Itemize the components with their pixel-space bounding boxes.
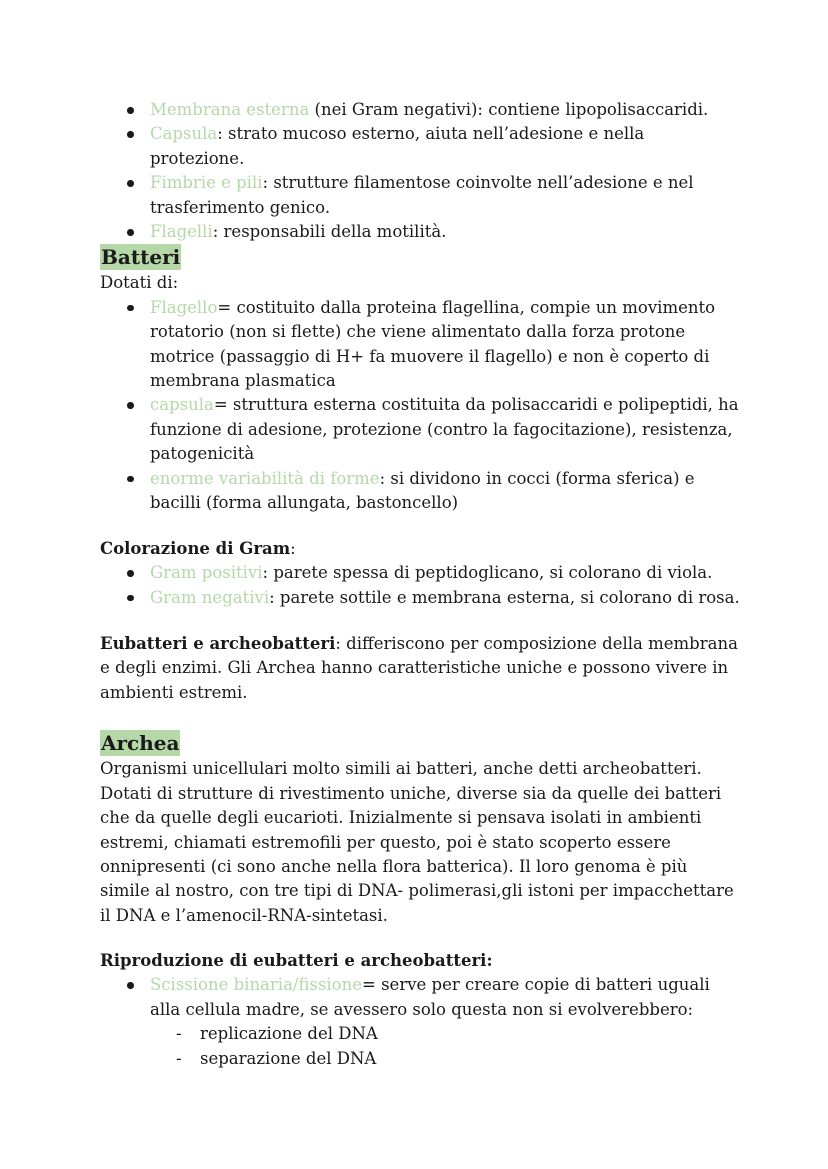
definition: : parete spessa di peptidoglicano, si colorano di viola. [262, 563, 713, 583]
definition: : si dividono in cocci (forma sferica) e bacilli (forma allungata, bastoncello) [150, 468, 695, 513]
list-item [100, 296, 740, 394]
archea-section [100, 730, 740, 928]
term: capsula [150, 395, 214, 415]
list-item [100, 98, 740, 122]
sub-list-item: - replicazione del DNA [200, 1022, 740, 1046]
list-item [100, 393, 740, 466]
term: Fimbrie e pili [150, 173, 263, 193]
section-heading-batteri: Batteri [101, 245, 181, 269]
term: Capsula [150, 124, 218, 144]
definition: = serve per creare copie di batteri uguali alla cellula madre, se avessero solo questa non si evolverebbero: [150, 975, 710, 1019]
definition: : responsabili della motilità. [212, 222, 447, 242]
term: Flagello [150, 297, 218, 317]
term: enorme variabilità di forme [150, 468, 380, 488]
definition: = struttura esterna costituita da polisaccaridi e polipeptidi, ha funzione di adesione, protezione (contro la fagocitazione), resistenza, patogenicità [150, 395, 739, 464]
riproduzione-sublist [100, 1022, 740, 1071]
list-item [100, 220, 740, 244]
definition: : strato mucoso esterno, aiuta nell’adesione e nella protezione. [150, 124, 645, 168]
gram-title-suffix: : [290, 539, 296, 558]
cell-structures-section [100, 98, 740, 244]
batteri-intro: Dotati di: [100, 273, 179, 293]
list-item [100, 171, 740, 220]
term: Membrana esterna [150, 100, 310, 119]
riproduzione-list [100, 973, 740, 1022]
eubatteri-paragraph [100, 632, 740, 705]
list-item [100, 561, 740, 585]
term: Gram negativi [150, 587, 270, 607]
section-heading-archea: Archea [101, 731, 180, 755]
eubatteri-section [100, 632, 740, 705]
term: Gram positivi [150, 563, 263, 583]
sub-list-item: - separazione del DNA [200, 1047, 740, 1071]
eubatteri-bold: Eubatteri e archeobatteri [100, 634, 336, 653]
gram-section [100, 537, 740, 610]
archea-paragraph: Organismi unicellulari molto simili ai batteri, anche detti archeobatteri. Dotati di strutture di rivestimento uniche, diverse sia da quelle dei batteri che da quelle degli eucarioti. Inizialmente si pensava isolati in ambienti estremi, chiamati estremofili per questo, poi è stato scoperto essere onnipresenti (ci sono anche nella flora batterica). Il loro genoma è più simile al nostro, con tre tipi di DNA- polimerasi,gli istoni per impacchettare il DNA e l’amenocil-RNA-sintetasi. [100, 759, 734, 925]
definition: : parete sottile e membrana esterna, si colorano di rosa. [269, 587, 740, 607]
gram-list [100, 561, 740, 610]
list-item [100, 586, 740, 610]
term: Flagelli [150, 222, 213, 242]
definition: = costituito dalla proteina flagellina, compie un movimento rotatorio (non si flette) che viene alimentato dalla forza protone motrice (passaggio di H+ fa muovere il flagello) e non è coperto di membrana plasmatica [150, 297, 716, 391]
list-item [100, 122, 740, 171]
list-item [100, 467, 740, 516]
batteri-section [100, 244, 740, 515]
gram-title [100, 537, 740, 561]
gram-title-text: Colorazione di Gram [100, 539, 291, 558]
eubatteri-text: : differiscono per composizione della membrana e degli enzimi. Gli Archea hanno caratteristiche uniche e possono vivere in ambienti estremi. [100, 634, 738, 702]
batteri-list [100, 296, 740, 516]
list-item [100, 973, 740, 1022]
riproduzione-title: Riproduzione di eubatteri e archeobatteri: [100, 951, 493, 970]
term: Scissione binaria/fissione [150, 975, 363, 995]
cell-structures-list [100, 98, 740, 244]
riproduzione-section [100, 949, 740, 1071]
definition: (nei Gram negativi): contiene lipopolisaccaridi. [309, 100, 709, 119]
definition: : strutture filamentose coinvolte nell’adesione e nel trasferimento genico. [150, 173, 694, 217]
